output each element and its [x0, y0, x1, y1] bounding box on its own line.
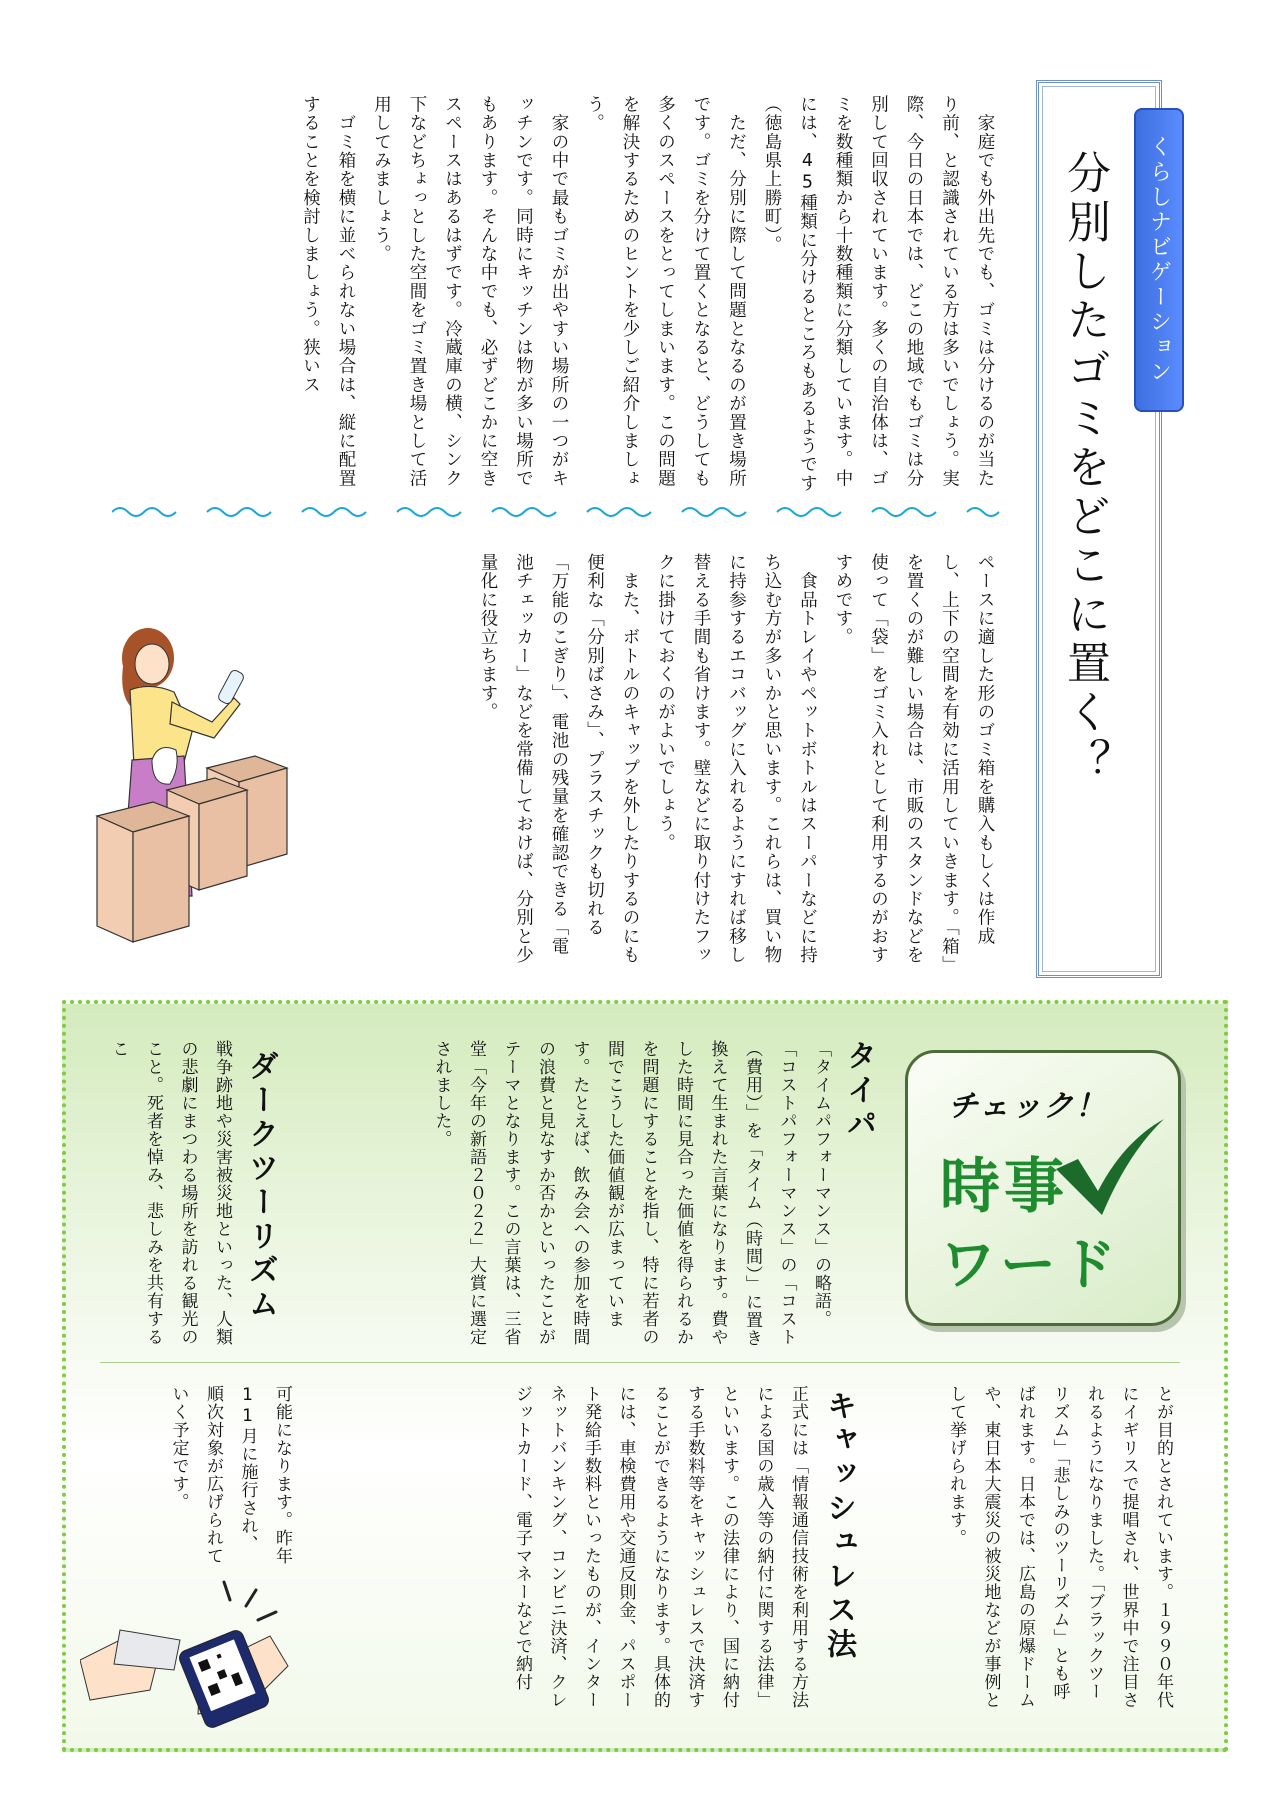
- term-body-taipa: 「タイムパフォーマンス」の略語。「コストパフォーマンス」の「コスト（費用）」を「タイム（時間）」に置き換えて生まれた言葉になります。費やした時間に見合った価値を得られるかを問題にすることを指し、特に若者の間でこうした価値観が広まっています。たとえば、飲み会への参加を時間の浪費と見なすか否かといったことがテーマとなります。この言葉は、三省堂「今年の新語２０２２」大賞に選定されました。: [431, 1040, 831, 1347]
- jiji-word-logo: [905, 1050, 1181, 1326]
- woman-sorting-illustration: [92, 620, 292, 960]
- wave-divider: [112, 505, 1012, 519]
- term-body-cashless: 正式には「情報通信技術を利用する方法による国の歳入等の納付に関する法律」といいます。この法律により、国に納付する手数料等をキャッシュレスで決済することができるようになります。具体的には、車検費用や交通反則金、パスポート発給手数料といったものが、インターネットバンキング、コンビニ決済、クレジットカード、電子マネーなどで納付: [512, 1385, 808, 1709]
- term-body-dark-tourism-cont: とが目的とされています。１９９０年代にイギリスで提唱され、世界中で注目されるようになりました。「ブラックツーリズム」「悲しみのツーリズム」とも呼ばれます。日本では、広島の原爆ドームや、東日本大震災の被災地などが事例として挙げられます。: [946, 1385, 1173, 1709]
- phone-payment-illustration: [80, 1580, 290, 1730]
- panel-divider: [100, 1362, 1180, 1363]
- term-body-cashless-tail: 可能になります。昨年11月に施行され、順次対象が広げられていく予定です。: [168, 1385, 292, 1565]
- logo-title-line2: ワード: [940, 1233, 1120, 1298]
- article-upper: [86, 95, 1002, 495]
- article-paragraph: ペースに適した形のゴミ箱を購入もしくは作成し、上下の空間を有効に活用していきます。「箱」を置くのが難しい場合は、市販のスタンドなどを使って「袋」をゴミ入れとして利用するのがおすすめです。: [833, 553, 995, 966]
- logo-check-label: チェック！: [948, 1089, 1108, 1124]
- article-paragraph: また、ボトルのキャップを外したりするのにも便利な「分別ばさみ」、プラスチックも切れる「万能のこぎり」、電池の残量を確認できる「電池チェッカー」などを常備しておけば、分別と少量化に役立ちます。: [478, 553, 640, 965]
- page-title: 分別したゴミをどこに置く？: [1059, 150, 1110, 787]
- article-paragraph: 家庭でも外出先でも、ゴミは分けるのが当たり前、と認識されている方は多いでしょう。実際、今日の日本では、どこの地域でもゴミは分別して回収されています。多くの自治体は、ゴミを数種類から十数種類に分類しています。中には、45種類に分けるところもあるようです（徳島県上勝町）。: [762, 95, 995, 493]
- logo-title-line1: 時事: [940, 1152, 1068, 1222]
- article-paragraph: ただ、分別に際して問題となるのが置き場所です。ゴミを分けて置くとなると、どうしても多くのスペースをとってしまいます。この問題を解決するためのヒントを少しご紹介しましょう。: [584, 95, 747, 488]
- article-lower: [300, 553, 1002, 973]
- checkmark-icon: [1048, 1113, 1168, 1223]
- term-body-taipa-cont: [300, 1040, 585, 1350]
- article-paragraph: ゴミ箱を横に並べられない場合は、縦に配置することを検討しましょう。狭いス: [300, 95, 356, 488]
- term-heading-dark-tourism: ダークツーリズム: [243, 1050, 278, 1322]
- article-paragraph: 家の中で最もゴミが出やすい場所の一つがキッチンです。同時にキッチンは物が多い場所でもあります。そんな中でも、必ずどこかに空きスペースはあるはずです。冷蔵庫の横、シンク下などちょっとした空間をゴミ置き場として活用してみましょう。: [371, 95, 569, 488]
- navi-badge: くらしナビゲーション: [1134, 108, 1184, 412]
- term-body-dark-tourism: 戦争跡地や災害被災地といった、人類の悲劇にまつわる場所を訪れる観光のこと。死者を悼み、悲しみを共有するこ: [108, 1040, 232, 1346]
- term-heading-cashless: キャッシュレス法: [821, 1390, 856, 1662]
- term-heading-taipa: タイパ: [841, 1040, 876, 1142]
- article-paragraph: 食品トレイやペットボトルはスーパーなどに持ち込む方が多いかと思います。これらは、買い物に持参するエコバッグに入れるようにすれば移し替える手間も省けます。壁などに取り付けたフックに掛けておくのがよいでしょう。: [655, 553, 818, 965]
